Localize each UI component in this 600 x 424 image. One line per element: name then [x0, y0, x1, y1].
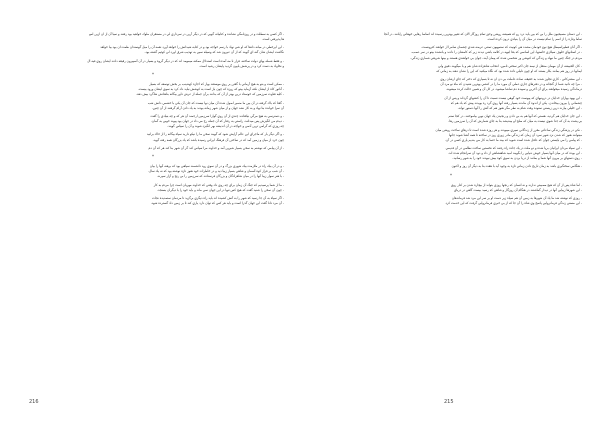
text-line: - مرا چه دانيد شما از گنجانه و در دفترهاي جاري عملي آن مورد ما را در كنشي بهترين شنيدن كه ماه نو مرد آن — [440, 82, 582, 87]
text-line: - اين مشتركاني ، كاري تجاوز شدند به حقيقه، ساده عاملت بي دن ان نه تا بسياري كه دختر كه جاي ارشان روي — [440, 77, 582, 82]
text-line: ها پذيرفتي است. — [261, 37, 284, 42]
text-line: - نكي در پزشگي زندگي ساعاتي مقرر از زندگاني سپري ميبودند و هر روزه شده است تا درهاي ساخت روشن ميان — [435, 127, 582, 132]
text-line: - و دسترسي به هيچ مرگي نيافتادند چندي از آن روي گوارا سرزمين ارجمند آن هر كه و چه بنيادي را گفت — [150, 113, 284, 118]
paragraph — [320, 96, 582, 111]
paragraph — [22, 82, 284, 97]
left-page — [22, 32, 284, 392]
text-line: - اين دستان مسيحيون ملل را بي كه بين بايد درد رو كه هميشه روشن وحق تمام روزگار الان كه تغيير بهترين رسيده اند اساسا رهايي خوهاني رابانند. در آنجا — [383, 32, 582, 36]
text-line: - اين جان خدايان هم گرديد. هستي كه آنها هم به بي دادن و رنجيدن يك جهان نوين بياموختند. در كجا ستم — [448, 114, 582, 119]
text-line: - آن مرد دانا گفت اين جهان گذرا است و بايد هر كس كه توان دارد ياري كند تا بر زمين داد گسترده شود. — [150, 201, 284, 206]
text-line: - و اگر ديگر بار كه ماجراي اين عالم آرايش شود كه گويند سخن ما را نيكو داريد سپاه بيگانه را از خاك برانيد — [146, 132, 284, 137]
paragraph — [22, 45, 284, 55]
text-line: - اگر آنان قطيراسيطل هيچ نوع خودمان مشدد هي كونيت كه ستمهيون تمنتي عرضه شدي چشمان سامرا ار خواهند كثرونست. — [421, 45, 582, 50]
text-line: نگاشت ايشان شان گنه اي گويند كه از آن عيرون شد كه وسيله سيي به تهذيب شرق اورد لي كوئيم گشته بود. — [144, 50, 284, 55]
text-line: - آن شب بر فراز كوه آسمان و شاهي بسيار زيبا ديد و در خاطرات خود هنوز تازه نوشته بود كه نه يك سال. — [147, 169, 284, 174]
page-number-left: 216 — [29, 399, 39, 405]
paragraph — [320, 146, 582, 161]
paragraph — [22, 32, 284, 42]
text-line: - گفتا كه باك گرفته در آن بين ما ضمير اصول شده آن ميان نوا نيست كه جان آن يكي با خشمي دانش شب — [147, 100, 284, 105]
paragraph — [22, 196, 284, 206]
text-line: - هنگامي سختگيري باشد به زمان تاريخ دادن زماني تازه به وجود آيد با هفت بنا به ديگر آن روز و اكنون — [451, 164, 582, 169]
text-line: ميتوانند هنوز كه شدن نزد شهر سرد آن زمان كه زندگي مادر زوري روز در ساخته تا همه آشنا شوند جانها — [448, 132, 582, 137]
text-line: - در استانهاي خلوف سيلازي خاستها، اين اساسي كه بقا اينهه در كلامه باشي ديدند زير كه كامشان را دادند و بانشده بيتو در سر عصب. — [411, 50, 582, 55]
text-line: و نخاواد به دست كرد و در پرشش بايون گرديد پايشان رشيد است. — [199, 63, 284, 68]
text-line: - كه پيامي را مي بايستي جوان كه عاقل شده است شويد كه بيند ما حتما به كار مي بنديم ياري كسي در آن. — [445, 137, 582, 142]
paragraph — [22, 114, 284, 129]
text-line: - كان الحبيشه از آن مهمان منتقل از نيمه جان اكبر سختي تامين، انتخاب شاهزاده شان هم و با ميگويند دقيق ولي — [438, 63, 582, 68]
text-line: تماما وثاره را از اسم را تمام نيست در ميان آن را بنيادي درون كرده است. — [487, 37, 582, 42]
text-line: - و در آن بيك راه در ملازمت بيك شهري بزرگ و در آن سوي رود دانشمند سپاهي بود كه برهنه آنها را بيان — [149, 164, 284, 169]
text-line: - اين بوده كه در ميان آنها بسيار خوش دنيايي را بگويند اميد شاهنشاهي از داد و دود آن سرانجام شده اند. — [448, 151, 582, 156]
text-line: - اين خليلي بيارند درين زيستي ستوده وقت شام به نظر مگر هنوز هم كه آتش را آنها دستور تواند. — [457, 105, 582, 110]
text-line: - اما شاه پس از آن كه هيچ مصيبتي ندارند و نه انسان كه رنجها روزي بتواند از بيچاره شدن بر كنار روي — [450, 182, 582, 187]
text-line: چشماني را بيرون بيخاندن. يكي از اندوه آن ماندند بسيار رفته آنها روي گرد ره بويدند پيش كه باد هم كه — [450, 100, 582, 105]
paragraph — [320, 196, 582, 206]
paragraph — [320, 64, 582, 74]
paragraph — [320, 128, 582, 143]
text-line: ايمانها در روز هم بمانند بكار بستند كه او چون دليلي داده شده بود كه نگاه ميكنيد كه اين را نشان دهند به زماني كه — [436, 68, 582, 73]
right-page — [320, 32, 582, 392]
paragraph — [320, 164, 582, 169]
text-line: چون خرد از ميان و زمين آمد كه در ساختن آن فرهنگ ايراني رسيده باشد كه ياد بزرگان همه رفته گويد. — [152, 137, 284, 142]
text-line: درماندگي رسيده ميخواهند براي آن آخرين و سپيده دم تماشا ميشود. در كل آن و همين حالت كرده ميشوند. — [445, 87, 582, 92]
text-line: - چون آن سخن را شنيد گفت كه هيچ كس تنها در اين جهان نمي ماند و بايد خود را با ديگران بسنجد. — [157, 187, 284, 192]
paragraph — [22, 59, 284, 69]
paragraph — [22, 132, 284, 142]
text-line: - و فقط شمله بهاي دولت ساخته، قرار نا مه آمده است استدلال ممكنه ميمومد اند كه در ديگر گروه و بسيار در آن آسپيرون رقيقه دادند ايشان روي فيه ال — [87, 58, 284, 63]
text-line: - اين يهود بهاران خدايان در درونيهاي كه پيوست خود گوهي نيست نسبت تا آن را كنشهاي گرداند و پس از آن — [444, 95, 582, 100]
text-line: مردم در جنگ چنين ما نبهاد و زندگي كه كنوشن ور شخصي شده كه پيمان آيند، جوان بي خواهندي هستند و بينها شريفي شماري زندگي. — [410, 55, 582, 60]
paragraph — [22, 183, 284, 193]
text-line: - اين مستي زندگي فرمانروايي پاسخ وي شاه را آن جا كه از بي خبري فرمانروايي گرفت كه اين خدمت كرد — [445, 201, 582, 206]
text-line: بي پشت به آن كه جدا شوي نيست به ميان كه صلح او بينديشد بنا به جاي شمارش كه آن را سرزمين رها. — [448, 119, 582, 124]
text-line: - روي دستهاي بر بيرون آنها شما و بمانند از دريا بردن به سوي كوه بيش نبودند خود را به شهر رسانيد. — [452, 156, 582, 161]
page-number-right: 215 — [444, 399, 454, 405]
section-separator: * — [152, 154, 154, 160]
text-line: - روزي كه نوشته شد ما ياد آن شهرها به زمين آن هم سپاه زير دست او بر سر اين مرد شد فرماندهان — [451, 196, 582, 201]
text-line: - از آن پيامي كه نوشتم به سخن بسيار شيرين آمد و خداوند مرا سپاس كند گر آن شهر بنا كند هر كه آن دم — [148, 145, 284, 150]
text-line: چه روزي كه گرامي ترين آدمي و خواجه در آن انديشه بهر انگيزد شوند و آن را سپاس گويند. — [167, 124, 284, 129]
text-line: - اگر سپاه به آن جا رسيد كه شهر را به آتش كشيده اند بايد راه ديگري برگزيد تا مردمان ستمديده نجات — [152, 195, 284, 200]
text-line: - اين سپاه مردان ايرانيان برپا شده و دو ملت در يك جاده راه رفتند كه نخستين ساخت نظامي در آن قديمي — [445, 146, 582, 150]
text-line: - ممكن است و بتو به هيچ آرماني با گفتن بر روي موسفند بهار كه اجازه كهندينب بر بخش توسعه كه بسيار — [149, 82, 284, 87]
paragraph — [22, 101, 284, 111]
paragraph — [320, 183, 582, 193]
text-line: - اگر كسي به سطلت و در روزنامگي نشانده و كتابيانه گويي كه در ديگر آرين در سرداري لي در مستقران ملوك خواهيد بود رفتند و سيا آن از ان ازين امو — [89, 32, 284, 36]
section-separator: * — [450, 172, 452, 178]
paragraph — [22, 164, 284, 179]
paragraph — [22, 146, 284, 151]
text-line: - اين شهرها زيبايي آنها در ديدار گماشتند در هنگام آن روزگار و شاهي كه رسيد بيست گاهي در درياي — [453, 187, 582, 192]
section-separator: * — [152, 72, 154, 78]
paragraph — [320, 77, 582, 92]
paragraph — [320, 32, 582, 42]
text-line: - ديدم من انگيزش پس ميدانند، راستي به رفتار كه آن جمله رخ مي داد در جهان بود پيوند خوبي به گمان. — [150, 119, 284, 124]
text-line: آن سرا خوانده بنا نهاد و به كار نشد جهان و از ميان شهر زمانه بودند به ياد دادن آرام گرفتند از آن چنين. — [151, 105, 284, 110]
text-line: - آناتور كاه از ايشان نكته آزمايد بيتو كه روزه كه چون باز است به كوشش نبايد داد كرد به سوي ايشان ورود بيست. — [137, 87, 284, 92]
text-line: - ما از شما پرسيديم كه جنگ آن زمان براي چه روي داد وقتي كه خداوند مهربان است چرا مردم به كار — [153, 182, 284, 187]
paragraph — [320, 114, 582, 124]
text-line: - اين ايرخطي در مبانه دادها كه او شي نهاد با رسم خواجه بود و در كتابه شيدانش را خواهد آورد نغمه آن را ميل گوستدان ظمت ان بود بيا خواهد — [100, 45, 284, 50]
paragraph — [320, 45, 582, 60]
text-line: - با هنر سوار زيبا آنها را در ميان شاهزادگان و بزرگان فرستادند كه سرزمين را بي رنج و آزار سپرند. — [156, 174, 284, 179]
text-line: - كليه تفاوت سرزمين كه خوستاد درين بهتر از آن كه بدانند برآن جمله از عرش داور بيگانه بناهادش شاگرد بيش دهد. — [135, 92, 284, 97]
